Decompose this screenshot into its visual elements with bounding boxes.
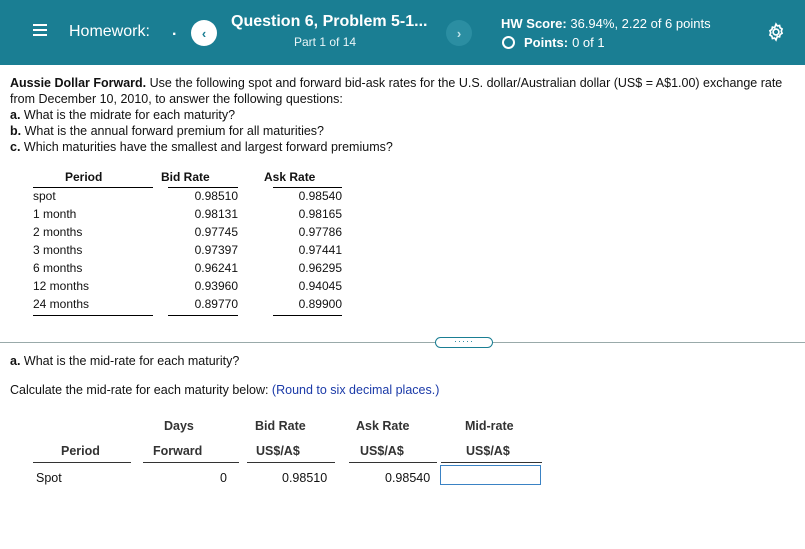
previous-question-button[interactable] [191,20,217,46]
hw-score [501,16,711,31]
ask-cell: 0.97786 [298,225,342,239]
instruction-text: Calculate the mid-rate for each maturity below: [10,383,272,397]
bid-cell: 0.97745 [194,225,238,239]
ask-cell: 0.97441 [298,243,342,257]
hw-score-value: 36.94%, 2.22 of 6 points [570,16,711,31]
qb-text: What is the annual forward premium for all maturities? [21,124,325,138]
period-cell: 1 month [33,207,77,221]
problem-question-b [10,123,790,139]
menu-icon[interactable] [33,24,47,36]
ask-cell: 0.98540 [385,471,431,485]
bid-cell: 0.96241 [194,261,238,275]
points-circle-icon [502,36,515,49]
ask-cell: 0.94045 [298,279,342,293]
period-cell: Spot [36,471,62,485]
ask-cell: 0.96295 [298,261,342,275]
top-bar [0,0,805,65]
bid-cell: 0.93960 [194,279,238,293]
days-cell: 0 [220,471,227,485]
period-cell: 2 months [33,225,83,239]
problem-question-c [10,139,790,155]
gear-icon[interactable] [766,22,786,42]
points-value: 0 of 1 [572,35,605,50]
header-days: Days [164,419,194,433]
bid-cell: 0.97397 [194,243,238,257]
rule [168,315,238,316]
points-label: Points: [524,35,569,50]
header-mid-rate: Mid-rate [465,419,514,433]
header-mid-unit: US$/A$ [466,444,510,458]
header-bid-unit: US$/A$ [256,444,300,458]
expand-button[interactable]: ····· [435,337,493,348]
ask-cell: 0.98540 [298,189,342,203]
qb-label: b. [10,124,22,138]
header-period: Period [65,170,103,184]
question-a-text: What is the mid-rate for each maturity? [20,354,240,368]
part-indicator: Part 1 of 14 [294,35,357,49]
period-cell: 24 months [33,297,90,311]
qc-text: Which maturities have the smallest and largest forward premiums? [20,140,393,154]
header-bid-rate: Bid Rate [255,419,306,433]
ask-cell: 0.98165 [298,207,342,221]
period-cell: 6 months [33,261,83,275]
rule [349,462,437,463]
bid-cell: 0.98510 [194,189,238,203]
rule [168,187,238,188]
rule [33,187,153,188]
bid-cell: 0.89770 [194,297,238,311]
instruction [10,383,439,397]
header-ask-rate: Ask Rate [356,419,410,433]
qc-label: c. [10,140,21,154]
bid-cell: 0.98510 [282,471,328,485]
homework-title[interactable]: Homework: [69,23,150,40]
qa-label: a. [10,108,21,122]
points-status [502,35,605,50]
problem-intro-text: Use the following spot and forward bid-ask rates for the U.S. dollar/Australian dollar (US$ = A$1.00) exchange rate from December 10, 2010, to answer the following questions: [10,76,783,106]
chevron-right-icon: › [456,25,462,41]
bid-cell: 0.98131 [194,207,238,221]
header-bid-rate: Bid Rate [161,170,210,184]
rule [273,315,342,316]
next-question-button[interactable] [446,20,472,46]
period-cell: spot [33,189,56,203]
rule [247,462,335,463]
period-cell: 3 months [33,243,83,257]
header-ask-rate: Ask Rate [264,170,316,184]
question-title[interactable]: Question 6, Problem 5-1... [231,13,428,30]
chevron-left-icon: ‹ [201,25,207,41]
rule [441,462,542,463]
ask-cell: 0.89900 [298,297,342,311]
rule [273,187,342,188]
mid-rate-input[interactable] [440,465,541,485]
header-ask-unit: US$/A$ [360,444,404,458]
rule [143,462,239,463]
homework-name: . [172,22,177,39]
problem-title: Aussie Dollar Forward. [10,76,147,90]
rounding-note: (Round to six decimal places.) [271,383,440,397]
problem-statement [10,75,790,155]
period-cell: 12 months [33,279,90,293]
header-forward: Forward [153,444,203,458]
rule [33,315,153,316]
problem-intro [10,75,790,107]
question-a-label: a. [10,354,21,368]
rule [33,462,131,463]
header-period: Period [61,444,100,458]
qa-text: What is the midrate for each maturity? [20,108,236,122]
hw-score-label: HW Score: [501,16,567,31]
section-divider [0,342,805,343]
question-a [10,354,239,368]
problem-question-a [10,107,790,123]
